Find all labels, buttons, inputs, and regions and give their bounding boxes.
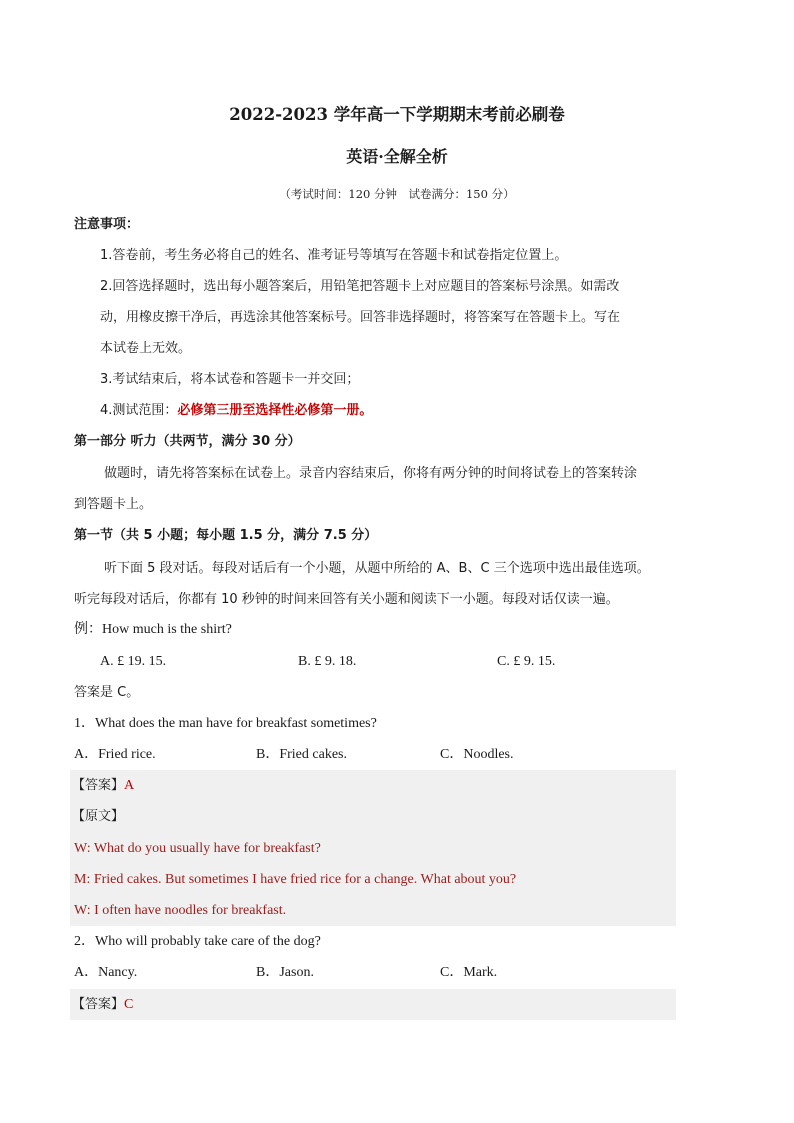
- question-2-option-c: C．Mark.: [440, 965, 498, 980]
- example-option-a: A. £ 19. 15.: [100, 654, 167, 669]
- transcript-line: M: Fried cakes. But sometimes I have fried rice for a change. What about you?: [74, 872, 517, 887]
- example-answer: 答案是 C。: [74, 685, 140, 700]
- question-1-answer: [72, 777, 134, 795]
- notes-item-4-prefix: 4.测试范围：: [100, 403, 178, 418]
- notes-heading: 注意事项：: [74, 217, 140, 232]
- question-1-option-c: C．Noodles.: [440, 747, 514, 762]
- question-2-answer: [72, 996, 133, 1014]
- exam-info: （考试时间：120 分钟 试卷满分：150 分）: [279, 187, 515, 201]
- section1-heading: 第一节（共 5 小题；每小题 1.5 分，满分 7.5 分）: [74, 528, 378, 543]
- document-subtitle: 英语·全解全析: [346, 147, 448, 166]
- test-range: 必修第三册至选择性必修第一册。: [177, 403, 373, 418]
- part1-intro-line-2: 到答题卡上。: [74, 497, 153, 512]
- notes-item-4: [100, 402, 372, 420]
- part1-heading: 第一部分 听力（共两节，满分 30 分）: [74, 434, 301, 449]
- document-title: 2022-2023 学年高一下学期期末考前必刷卷: [229, 105, 565, 124]
- question-2-stem: 2．Who will probably take care of the dog?: [74, 934, 321, 949]
- example-question: 例：How much is the shirt?: [74, 622, 232, 637]
- notes-item-2-line-3: 本试卷上无效。: [100, 341, 192, 356]
- transcript-line: W: What do you usually have for breakfast?: [74, 841, 321, 856]
- question-2-option-a: A．Nancy.: [74, 965, 138, 980]
- notes-item-1: 1.答卷前，考生务必将自己的姓名、准考证号等填写在答题卡和试卷指定位置上。: [100, 248, 568, 263]
- question-1-transcript-label: 【原文】: [72, 809, 125, 824]
- example-option-b: B. £ 9. 18.: [298, 654, 357, 669]
- answer-value: A: [124, 778, 135, 793]
- question-1-stem: 1．What does the man have for breakfast sometimes?: [74, 716, 377, 731]
- answer-value: C: [124, 997, 134, 1012]
- question-2-option-b: B．Jason.: [256, 965, 314, 980]
- answer-label: 【答案】: [72, 997, 125, 1012]
- question-1-option-b: B．Fried cakes.: [256, 747, 347, 762]
- notes-item-2-line-2: 动，用橡皮擦干净后，再选涂其他答案标号。回答非选择题时，将答案写在答题卡上。写在: [100, 310, 621, 325]
- question-1-option-a: A．Fried rice.: [74, 747, 156, 762]
- answer-label: 【答案】: [72, 778, 125, 793]
- example-option-c: C. £ 9. 15.: [497, 654, 556, 669]
- section1-intro-line-2: 听完每段对话后，你都有 10 秒钟的时间来回答有关小题和阅读下一小题。每段对话仅读一遍。: [74, 592, 619, 607]
- notes-item-2-line-1: 2.回答选择题时，选出每小题答案后，用铅笔把答题卡上对应题目的答案标号涂黑。如需改: [100, 279, 620, 294]
- part1-intro-line-1: 做题时，请先将答案标在试卷上。录音内容结束后，你将有两分钟的时间将试卷上的答案转涂: [104, 466, 638, 481]
- transcript-line: W: I often have noodles for breakfast.: [74, 903, 287, 918]
- question-2-answer-box: [70, 989, 676, 1020]
- section1-intro-line-1: 听下面 5 段对话。每段对话后有一个小题，从题中所给的 A、B、C 三个选项中选出最佳选项。: [104, 561, 650, 576]
- notes-item-3: 3.考试结束后，将本试卷和答题卡一并交回；: [100, 372, 360, 387]
